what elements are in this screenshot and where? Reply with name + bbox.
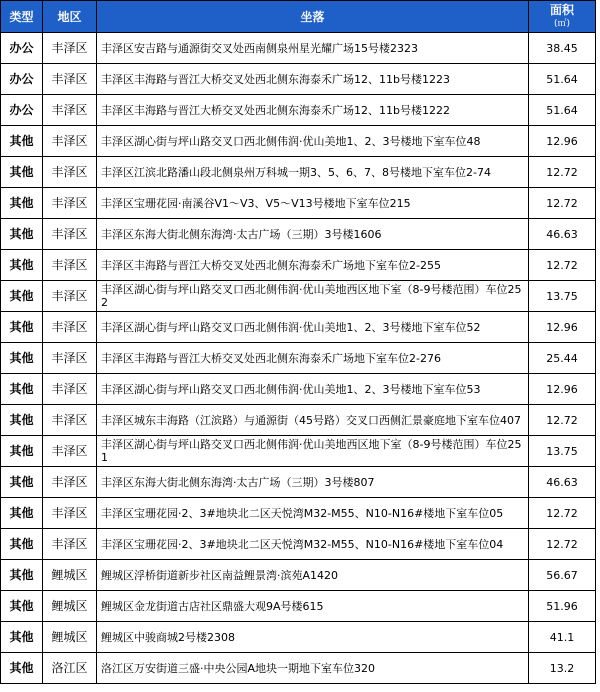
cell-type: 其他 [1, 374, 43, 405]
table-header-row [1, 1, 596, 33]
cell-type: 其他 [1, 126, 43, 157]
table-row [1, 343, 596, 374]
cell-type: 办公 [1, 64, 43, 95]
table-row [1, 529, 596, 560]
cell-location: 丰泽区城东丰海路（江滨路）与通源街（45号路）交叉口西侧汇景豪庭地下室车位407 [97, 405, 529, 436]
cell-type: 其他 [1, 560, 43, 591]
cell-location: 鲤城区中骏商城2号楼2308 [97, 622, 529, 653]
cell-area: 丰泽区 [43, 188, 97, 219]
cell-area: 丰泽区 [43, 405, 97, 436]
cell-area: 丰泽区 [43, 33, 97, 64]
cell-type: 其他 [1, 653, 43, 684]
table-row [1, 33, 596, 64]
cell-area: 丰泽区 [43, 95, 97, 126]
cell-area: 丰泽区 [43, 219, 97, 250]
header-size-unit: (㎡) [553, 18, 571, 29]
cell-size: 12.72 [529, 188, 596, 219]
table-row [1, 281, 596, 312]
cell-type: 办公 [1, 95, 43, 126]
table-row [1, 374, 596, 405]
cell-area: 丰泽区 [43, 157, 97, 188]
cell-size: 12.96 [529, 312, 596, 343]
table-row [1, 405, 596, 436]
table-row [1, 622, 596, 653]
cell-size: 12.96 [529, 374, 596, 405]
cell-location: 丰泽区丰海路与晋江大桥交叉处西北侧东海泰禾广场12、11b号楼1223 [97, 64, 529, 95]
cell-size: 13.75 [529, 281, 596, 312]
cell-location: 丰泽区湖心街与坪山路交叉口西北侧伟润·优山美地1、2、3号楼地下室车位52 [97, 312, 529, 343]
cell-area: 洛江区 [43, 653, 97, 684]
cell-type: 其他 [1, 312, 43, 343]
cell-type: 其他 [1, 219, 43, 250]
cell-area: 鲤城区 [43, 622, 97, 653]
cell-size: 12.72 [529, 405, 596, 436]
cell-size: 12.72 [529, 250, 596, 281]
cell-size: 38.45 [529, 33, 596, 64]
cell-location: 丰泽区东海大街北侧东海湾·太古广场（三期）3号楼807 [97, 467, 529, 498]
cell-size: 12.72 [529, 498, 596, 529]
header-area: 地区 [43, 1, 97, 33]
cell-size: 12.72 [529, 529, 596, 560]
cell-location: 丰泽区湖心街与坪山路交叉口西北侧伟润·优山美地1、2、3号楼地下室车位48 [97, 126, 529, 157]
cell-location: 丰泽区宝珊花园·南溪谷V1～V3、V5～V13号楼地下室车位215 [97, 188, 529, 219]
cell-size: 51.96 [529, 591, 596, 622]
cell-location: 丰泽区湖心街与坪山路交叉口西北侧伟润·优山美地西区地下室（8-9号楼范围）车位252 [97, 281, 529, 312]
cell-size: 56.67 [529, 560, 596, 591]
header-type: 类型 [1, 1, 43, 33]
cell-area: 鲤城区 [43, 591, 97, 622]
cell-location: 鲤城区金龙街道古店社区鼎盛大观9A号楼615 [97, 591, 529, 622]
cell-size: 46.63 [529, 219, 596, 250]
table-row [1, 653, 596, 684]
cell-type: 其他 [1, 529, 43, 560]
cell-type: 其他 [1, 622, 43, 653]
cell-size: 46.63 [529, 467, 596, 498]
cell-location: 鲤城区浮桥街道新步社区南益鲤景湾·滨苑A1420 [97, 560, 529, 591]
cell-area: 丰泽区 [43, 374, 97, 405]
table-row [1, 157, 596, 188]
header-location: 坐落 [97, 1, 529, 33]
table-row [1, 467, 596, 498]
cell-area: 丰泽区 [43, 343, 97, 374]
cell-area: 丰泽区 [43, 126, 97, 157]
cell-area: 丰泽区 [43, 467, 97, 498]
cell-type: 其他 [1, 436, 43, 467]
cell-type: 其他 [1, 467, 43, 498]
cell-location: 丰泽区江滨北路潘山段北侧泉州万科城一期3、5、6、7、8号楼地下室车位2-74 [97, 157, 529, 188]
cell-location: 丰泽区丰海路与晋江大桥交叉处西北侧东海泰禾广场12、11b号楼1222 [97, 95, 529, 126]
cell-type: 其他 [1, 157, 43, 188]
cell-area: 丰泽区 [43, 281, 97, 312]
cell-size: 13.2 [529, 653, 596, 684]
table-row [1, 250, 596, 281]
cell-size: 25.44 [529, 343, 596, 374]
cell-area: 丰泽区 [43, 64, 97, 95]
cell-type: 其他 [1, 343, 43, 374]
table-row [1, 312, 596, 343]
cell-location: 丰泽区丰海路与晋江大桥交叉处西北侧东海泰禾广场地下室车位2-276 [97, 343, 529, 374]
cell-type: 其他 [1, 591, 43, 622]
cell-size: 41.1 [529, 622, 596, 653]
cell-location: 丰泽区湖心街与坪山路交叉口西北侧伟润·优山美地西区地下室（8-9号楼范围）车位251 [97, 436, 529, 467]
table-row [1, 219, 596, 250]
table-row [1, 126, 596, 157]
table-row [1, 64, 596, 95]
cell-type: 其他 [1, 498, 43, 529]
header-size-label: 面积 [549, 2, 574, 17]
cell-location: 丰泽区湖心街与坪山路交叉口西北侧伟润·优山美地1、2、3号楼地下室车位53 [97, 374, 529, 405]
cell-location: 丰泽区安吉路与通源街交叉处西南侧泉州星光耀广场15号楼2323 [97, 33, 529, 64]
cell-size: 12.72 [529, 157, 596, 188]
header-size [529, 1, 596, 33]
cell-location: 丰泽区东海大街北侧东海湾·太古广场（三期）3号楼1606 [97, 219, 529, 250]
cell-type: 其他 [1, 188, 43, 219]
table-row [1, 591, 596, 622]
cell-area: 丰泽区 [43, 529, 97, 560]
cell-size: 51.64 [529, 64, 596, 95]
cell-area: 丰泽区 [43, 498, 97, 529]
cell-location: 丰泽区宝珊花园·2、3#地块北二区天悦湾M32-M55、N10-N16#楼地下室车位05 [97, 498, 529, 529]
cell-size: 13.75 [529, 436, 596, 467]
table-row [1, 188, 596, 219]
cell-type: 其他 [1, 405, 43, 436]
cell-area: 鲤城区 [43, 560, 97, 591]
cell-size: 12.96 [529, 126, 596, 157]
cell-location: 丰泽区宝珊花园·2、3#地块北二区天悦湾M32-M55、N10-N16#楼地下室车位04 [97, 529, 529, 560]
table-row [1, 95, 596, 126]
cell-location: 洛江区万安街道三盛·中央公园A地块一期地下室车位320 [97, 653, 529, 684]
cell-location: 丰泽区丰海路与晋江大桥交叉处西北侧东海泰禾广场地下室车位2-255 [97, 250, 529, 281]
cell-area: 丰泽区 [43, 312, 97, 343]
cell-area: 丰泽区 [43, 436, 97, 467]
cell-type: 办公 [1, 33, 43, 64]
table-row [1, 436, 596, 467]
table-row [1, 498, 596, 529]
table-row [1, 560, 596, 591]
cell-size: 51.64 [529, 95, 596, 126]
cell-area: 丰泽区 [43, 250, 97, 281]
cell-type: 其他 [1, 250, 43, 281]
cell-type: 其他 [1, 281, 43, 312]
